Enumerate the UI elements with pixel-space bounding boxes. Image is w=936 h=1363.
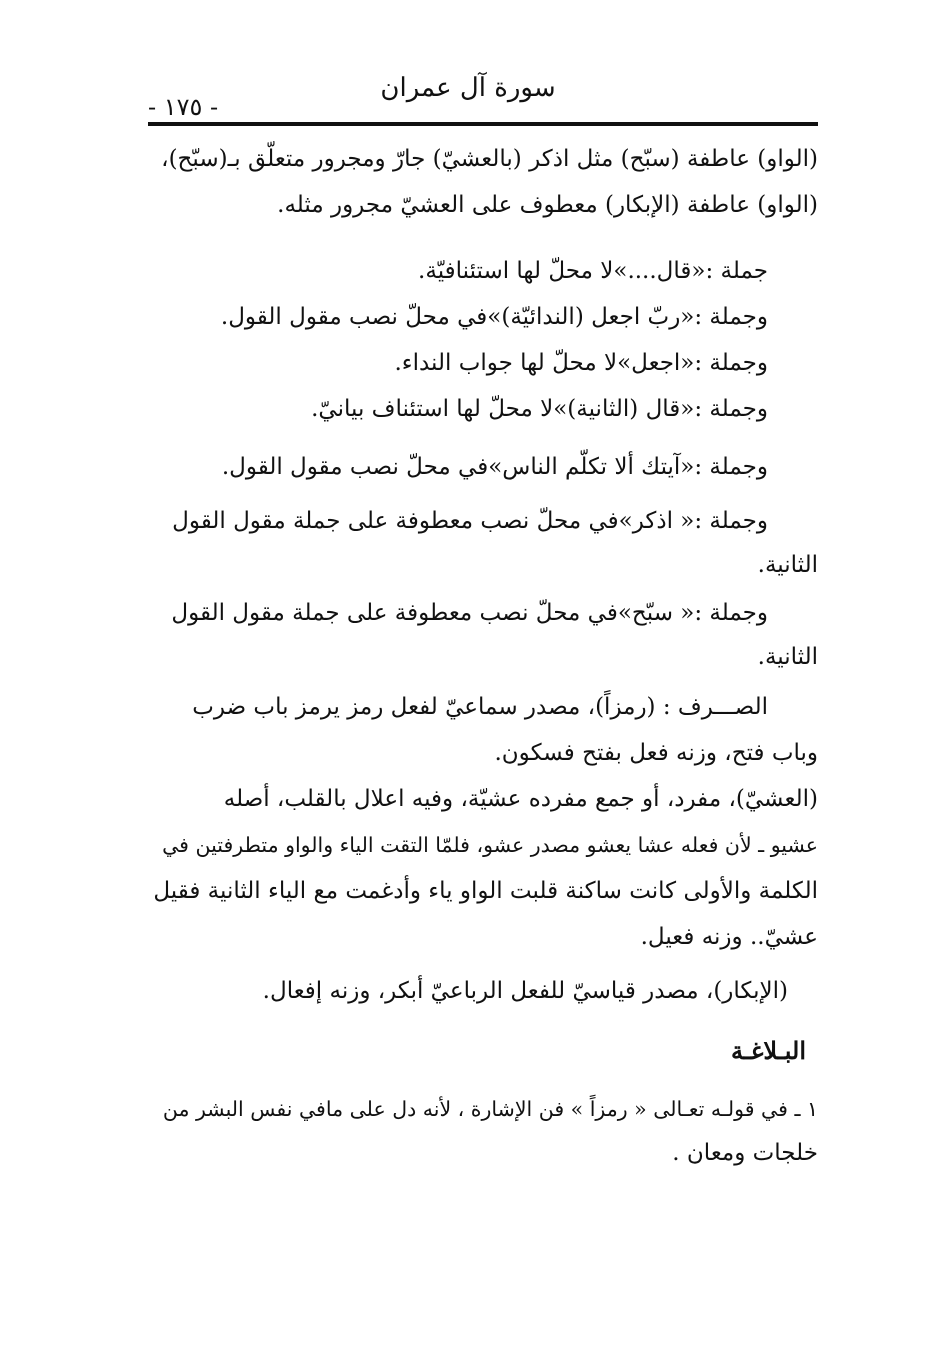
text-line: وجملة :«قال (الثانية)»لا محلّ لها استئناف بيانيّ.	[311, 396, 768, 422]
text-line: وجملة :« سبّح»في محلّ نصب معطوفة على جملة مقول القول	[171, 600, 768, 626]
text-line: وجملة :« اذكر»في محلّ نصب معطوفة على جملة مقول القول	[172, 508, 768, 534]
text-line: (الواو) عاطفة (سبّح) مثل اذكر (بالعشيّ) جارّ ومجرور متعلّق بـ(سبّح)،	[161, 146, 818, 172]
text-line: وجملة :«آيتك ألا تكلّم الناس»في محلّ نصب مقول القول.	[221, 454, 768, 480]
text-line: (العشيّ)، مفرد، أو جمع مفرده عشيّة، وفيه اعلال بالقلب، أصله	[223, 786, 818, 812]
text-line: الكلمة والأولى كانت ساكنة قلبت الواو ياء وأدغمت مع الياء الثانية فقيل	[153, 878, 818, 904]
text-line: (الواو) عاطفة (الإبكار) معطوف على العشيّ مجرور مثله.	[277, 192, 818, 218]
text-line: الثانية.	[757, 644, 818, 670]
page-header-title: سورة آل عمران	[380, 73, 556, 103]
text-line: عشيو ـ لأن فعله عشا يعشو مصدر عشو، فلمّا التقت الياء والواو متطرفتين في	[162, 833, 818, 857]
text-line: الثانية.	[757, 552, 818, 578]
text-line: وجملة :«ربّ اجعل (الندائيّة)»في محلّ نصب مقول القول.	[220, 304, 768, 330]
header-rule	[148, 122, 818, 126]
text-line: وجملة :«اجعل»لا محلّ لها جواب النداء.	[394, 350, 768, 376]
section-sarf-line: الصـــرف : (رمزاً)، مصدر سماعيّ لفعل رمز يرمز باب ضرب	[192, 694, 768, 720]
text-line: (الإبكار)، مصدر قياسيّ للفعل الرباعيّ أبكر، وزنه إفعال.	[262, 978, 788, 1004]
section-heading-balagha: البـلاغـة	[730, 1036, 806, 1065]
text-line: خلجات ومعان .	[672, 1140, 818, 1166]
text-line: وباب فتح، وزنه فعل بفتح فسكون.	[494, 740, 818, 766]
text-line: ١ ـ في قولـه تعـالى « رمزاً » فن الإشارة ، لأنه دل على مافي نفس البشر من	[162, 1097, 818, 1121]
text-line: جملة :«قال....»لا محلّ لها استئنافيّة.	[418, 258, 768, 284]
text-line: عشيّ.. وزنه فعيل.	[640, 924, 818, 950]
page-number: - ١٧٥ -	[148, 93, 219, 121]
